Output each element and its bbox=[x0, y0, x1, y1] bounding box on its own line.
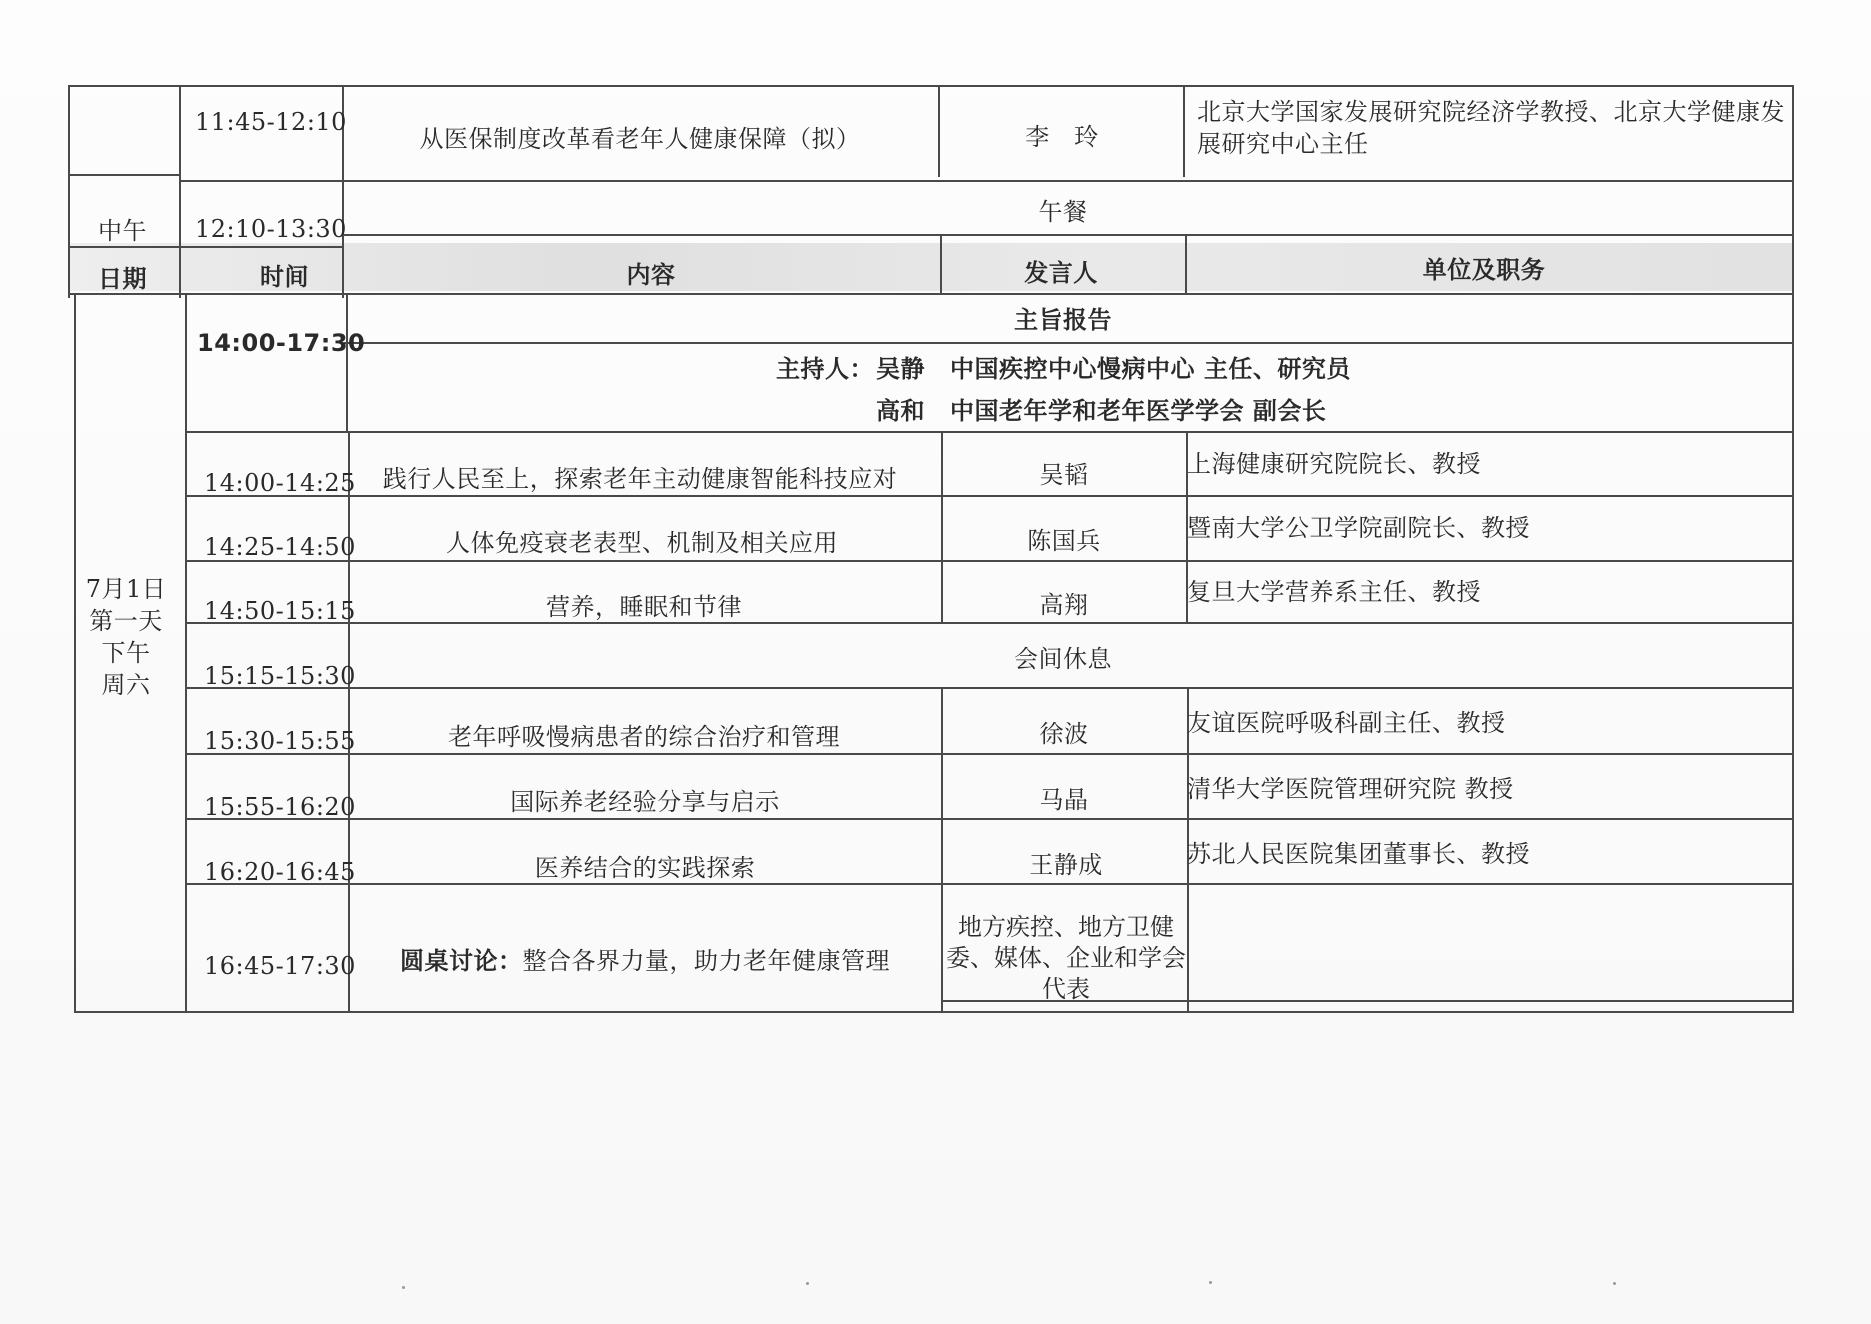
rule bbox=[1183, 85, 1185, 177]
unit-cell: 清华大学医院管理研究院 教授 bbox=[1187, 775, 1514, 803]
rule bbox=[941, 431, 943, 624]
unit-cell: 暨南大学公卫学院副院长、教授 bbox=[1187, 514, 1530, 542]
speaker-cell: 吴韬 bbox=[1039, 461, 1089, 489]
host-title: 中国疾控中心慢病中心 主任、研究员 bbox=[950, 355, 1351, 383]
rule bbox=[186, 560, 1794, 562]
rule bbox=[348, 431, 350, 1013]
lunch-label: 午餐 bbox=[1038, 198, 1088, 226]
break-label: 会间休息 bbox=[1014, 645, 1112, 673]
roundtable-text: 整合各界力量，助力老年健康管理 bbox=[522, 947, 890, 975]
time-cell: 16:20-16:45 bbox=[204, 858, 356, 886]
time-cell: 11:45-12:10 bbox=[195, 108, 347, 136]
rule bbox=[1792, 85, 1794, 1013]
unit-cell: 苏北人民医院集团董事长、教授 bbox=[1187, 840, 1530, 868]
header-unit: 单位及职务 bbox=[1422, 256, 1546, 284]
time-cell: 14:50-15:15 bbox=[204, 597, 356, 625]
time-cell: 14:25-14:50 bbox=[204, 533, 356, 561]
rule bbox=[186, 495, 1794, 497]
scan-speck bbox=[806, 1282, 809, 1285]
content-cell: 营养，睡眠和节律 bbox=[546, 593, 742, 621]
rule bbox=[68, 174, 181, 176]
speaker-cell: 陈国兵 bbox=[1027, 527, 1101, 555]
rule bbox=[185, 293, 187, 1013]
content-cell: 老年呼吸慢病患者的综合治疗和管理 bbox=[448, 723, 840, 751]
speaker-cell: 马晶 bbox=[1039, 786, 1089, 814]
speaker-cell: 徐波 bbox=[1039, 720, 1089, 748]
content-cell: 医养结合的实践探索 bbox=[534, 854, 756, 882]
content-cell: 人体免疫衰老表型、机制及相关应用 bbox=[446, 529, 838, 557]
rule bbox=[68, 85, 1794, 87]
time-cell: 15:30-15:55 bbox=[204, 727, 356, 755]
time-cell: 14:00-14:25 bbox=[204, 469, 356, 497]
content-cell: 从医保制度改革看老年人健康保障（拟） bbox=[419, 125, 861, 153]
rule bbox=[186, 687, 1794, 689]
rule bbox=[186, 883, 1794, 885]
rule bbox=[940, 234, 942, 294]
rule bbox=[186, 431, 1794, 433]
time-cell: 12:10-13:30 bbox=[195, 215, 347, 243]
unit-cell: 上海健康研究院院长、教授 bbox=[1187, 450, 1481, 478]
content-cell: 践行人民至上，探索老年主动健康智能科技应对 bbox=[382, 465, 898, 493]
roundtable-label: 圆桌讨论： bbox=[400, 947, 523, 975]
rule bbox=[68, 85, 70, 298]
header-time: 时间 bbox=[260, 263, 309, 291]
rule bbox=[74, 293, 76, 1013]
rule bbox=[941, 687, 943, 1013]
host-label: 主持人： bbox=[776, 355, 874, 383]
rule bbox=[74, 1011, 1794, 1013]
session-title: 主旨报告 bbox=[1014, 306, 1112, 334]
rule bbox=[181, 180, 1794, 182]
speaker-cell: 李 玲 bbox=[1025, 123, 1099, 151]
header-speaker: 发言人 bbox=[1024, 259, 1098, 287]
unit-cell: 友谊医院呼吸科副主任、教授 bbox=[1187, 709, 1506, 737]
rule bbox=[186, 818, 1794, 820]
host-name: 高和 bbox=[876, 397, 925, 425]
date-cell: 中午 bbox=[98, 217, 147, 245]
header-date: 日期 bbox=[98, 265, 147, 293]
date-line: 7月1日 bbox=[85, 575, 167, 603]
rule bbox=[344, 234, 1794, 236]
rule bbox=[179, 85, 181, 298]
rule bbox=[68, 246, 344, 248]
time-cell: 15:15-15:30 bbox=[204, 662, 356, 690]
speaker-cell: 地方疾控、地方卫健委、媒体、企业和学会代表 bbox=[946, 913, 1186, 1003]
rule bbox=[344, 342, 1794, 344]
date-line: 第一天 bbox=[89, 607, 163, 635]
speaker-cell: 高翔 bbox=[1039, 591, 1089, 619]
speaker-cell: 王静成 bbox=[1029, 851, 1103, 879]
date-line: 周六 bbox=[101, 671, 151, 699]
session-time: 14:00-17:30 bbox=[197, 329, 366, 357]
date-line: 下午 bbox=[101, 639, 151, 667]
scan-speck bbox=[1209, 1281, 1212, 1284]
roundtable-content bbox=[400, 946, 890, 976]
content-cell: 国际养老经验分享与启示 bbox=[510, 788, 780, 816]
rule bbox=[68, 293, 1794, 295]
time-cell: 15:55-16:20 bbox=[204, 793, 356, 821]
scan-speck bbox=[1613, 1282, 1616, 1285]
unit-cell: 复旦大学营养系主任、教授 bbox=[1187, 578, 1481, 606]
time-cell: 16:45-17:30 bbox=[204, 952, 356, 980]
rule bbox=[186, 622, 1794, 624]
host-title: 中国老年学和老年医学学会 副会长 bbox=[950, 397, 1327, 425]
host-name: 吴静 bbox=[876, 355, 925, 383]
header-content: 内容 bbox=[626, 261, 676, 289]
rule bbox=[1185, 234, 1187, 294]
rule bbox=[938, 85, 940, 177]
unit-cell: 北京大学国家发展研究院经济学教授、北京大学健康发展研究中心主任 bbox=[1197, 98, 1785, 158]
rule bbox=[186, 753, 1794, 755]
rule bbox=[346, 293, 348, 433]
scan-speck bbox=[402, 1286, 405, 1289]
